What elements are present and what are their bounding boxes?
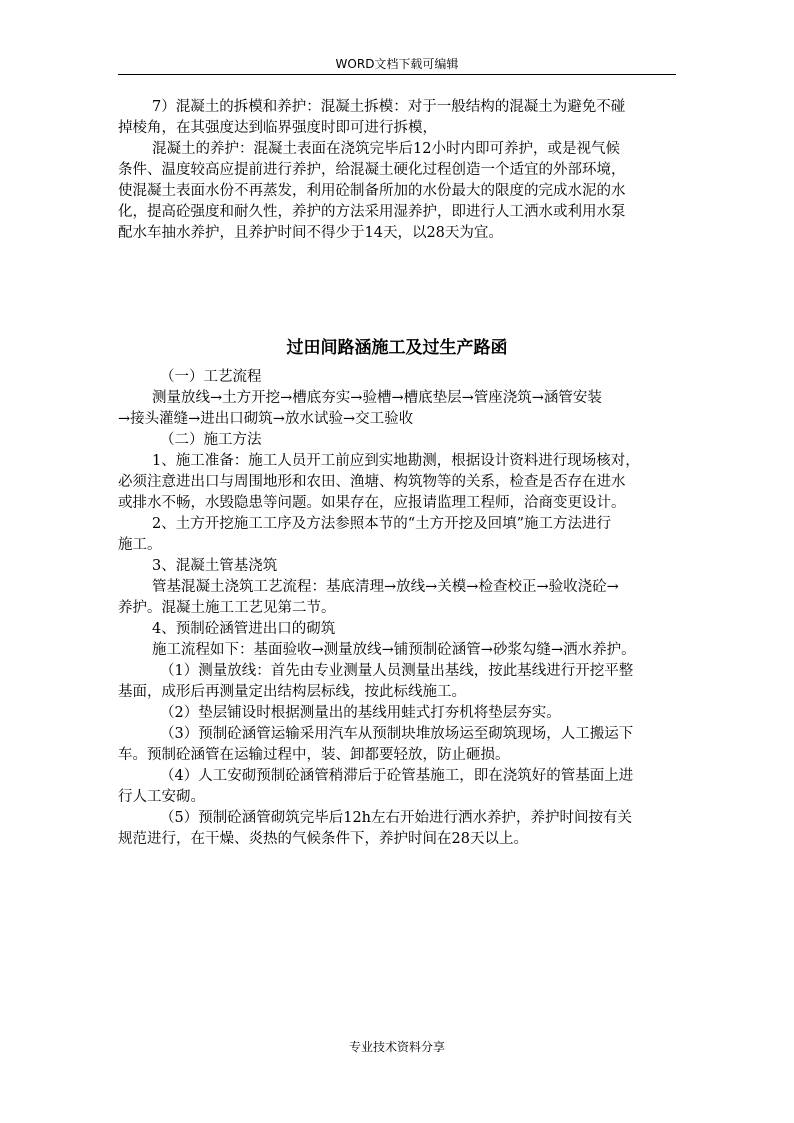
paragraph-line: 配水车抽水养护，且养护时间不得少于14天，以28天为宜。 [118, 225, 503, 241]
paragraph-line: 基面，成形后再测量定出结构层标线，按此标线施工。 [118, 684, 466, 700]
paragraph-line: 条件、温度较高应提前进行养护，给混凝土硬化过程创造一个适宜的外部环境， [118, 162, 626, 178]
paragraph-line: （5）预制砼涵管砌筑完毕后12h左右开始进行洒水养护，养护时间按有关 [160, 810, 633, 826]
page-header: WORD文档下载可编辑 [335, 57, 459, 71]
paragraph-line: （3）预制砼涵管运输采用汽车从预制块堆放场运至砌筑现场，人工搬运下 [160, 726, 634, 742]
paragraph-line: 必须注意进出口与周围地形和农田、渔塘、构筑物等的关系，检查是否存在进水 [118, 474, 626, 490]
paragraph-line: 行人工安砌。 [118, 789, 205, 805]
paragraph-line: 养护。混凝土施工工艺见第二节。 [118, 600, 336, 616]
paragraph-line: 混凝土的养护：混凝土表面在浇筑完毕后12小时内即可养护，或是视气候 [152, 141, 620, 157]
section-title: 过田间路涵施工及过生产路函 [286, 338, 508, 358]
paragraph-line: →接头灌缝→进出口砌筑→放水试验→交工验收 [118, 411, 414, 427]
paragraph-line: 2、土方开挖施工工序及方法参照本节的“土方开挖及回填”施工方法进行 [152, 516, 612, 532]
paragraph-line: （4）人工安砌预制砼涵管稍滞后于砼管基施工，即在浇筑好的管基面上进 [160, 768, 634, 784]
subsection-heading: 4、预制砼涵管进出口的砌筑 [152, 621, 336, 637]
paragraph-line: （2）垫层铺设时根据测量出的基线用蛙式打夯机将垫层夯实。 [160, 705, 561, 721]
paragraph-line: 化，提高砼强度和耐久性，养护的方法采用湿养护，即进行人工洒水或利用水泵 [118, 204, 626, 220]
paragraph-line: 规范进行，在干燥、炎热的气候条件下，养护时间在28天以上。 [118, 831, 528, 847]
subsection-heading: （一）工艺流程 [160, 369, 262, 385]
paragraph-line: 测量放线→土方开挖→槽底夯实→验槽→槽底垫层→管座浇筑→涵管安装 [152, 390, 602, 406]
paragraph-line: 施工。 [118, 537, 162, 553]
paragraph-line: （1）测量放线：首先由专业测量人员测量出基线，按此基线进行开挖平整 [160, 663, 634, 679]
paragraph-line: 或排水不畅，水毁隐患等问题。如果存在，应报请监理工程师，洽商变更设计。 [118, 495, 626, 511]
subsection-heading: 3、混凝土管基浇筑 [152, 558, 278, 574]
header-divider [118, 74, 676, 75]
paragraph-line: 管基混凝土浇筑工艺流程：基底清理→放线→关模→检查校正→验收浇砼→ [152, 579, 619, 595]
paragraph-line: 使混凝土表面水份不再蒸发，利用砼制备所加的水份最大的限度的完成水泥的水 [118, 183, 626, 199]
paragraph-line: 施工流程如下：基面验收→测量放线→铺预制砼涵管→砂浆勾缝→洒水养护。 [152, 642, 636, 658]
subsection-heading: （二）施工方法 [160, 432, 262, 448]
paragraph-line: 7）混凝土的拆模和养护：混凝土拆模：对于一般结构的混凝土为避免不碰 [152, 99, 626, 115]
paragraph-line: 1、施工准备：施工人员开工前应到实地勘测，根据设计资料进行现场核对， [152, 453, 640, 469]
page-footer: 专业技术资料分享 [348, 1040, 445, 1054]
paragraph-line: 掉棱角，在其强度达到临界强度时即可进行拆模， [118, 120, 437, 136]
paragraph-line: 车。预制砼涵管在运输过程中，装、卸都要轻放，防止砸损。 [118, 747, 510, 763]
